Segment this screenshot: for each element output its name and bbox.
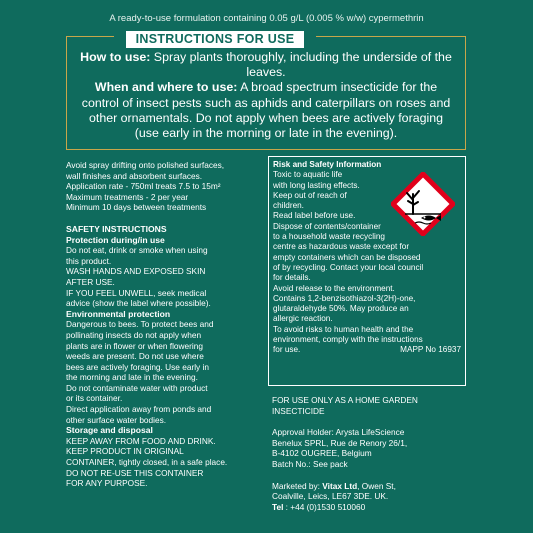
how-to-use-paragraph	[77, 50, 455, 80]
risk-line: children.	[273, 201, 304, 211]
telephone-line	[272, 502, 472, 513]
env-line: Dangerous to bees. To protect bees and	[66, 319, 214, 330]
risk-line: To avoid risks to human health and the	[273, 324, 414, 334]
right-lower-block	[272, 395, 472, 512]
when-where-label: When and where to use:	[94, 80, 238, 95]
risk-line: Avoid release to the environment.	[273, 283, 395, 293]
storage-line: KEEP PRODUCT IN ORIGINAL	[66, 446, 184, 457]
marketed-suffix: , Owen St,	[357, 480, 396, 491]
env-line: the morning and late in the evening.	[66, 372, 198, 383]
risk-line: glutaraldehyde 50%. May produce an	[273, 304, 409, 314]
home-use-line: FOR USE ONLY AS A HOME GARDEN	[272, 395, 418, 405]
protection-line: this product.	[66, 255, 112, 266]
env-line: Do not contaminate water with product	[66, 382, 208, 393]
risk-line: to a household waste recycling	[273, 232, 385, 242]
env-line: plants are in flower or when flowering	[66, 340, 203, 351]
marketed-company: Vitax Ltd	[322, 480, 358, 491]
approval-line: B-4102 OUGREE, Belgium	[272, 448, 372, 459]
how-to-use-text: Spray plants thoroughly, including the underside of the leaves.	[150, 50, 452, 80]
env-line: pollinating insects do not apply when	[66, 329, 202, 340]
approval-line: Benelux SPRL, Rue de Renory 26/1,	[272, 437, 408, 448]
instructions-title	[114, 31, 316, 48]
instructions-title-text: INSTRUCTIONS FOR USE	[126, 31, 305, 48]
risk-line: for details.	[273, 273, 311, 283]
protection-line: IF YOU FEEL UNWELL, seek medical	[66, 287, 207, 298]
approval-line: Approval Holder: Arysta LifeScience	[272, 427, 405, 438]
risk-line: with long lasting effects.	[273, 180, 360, 190]
storage-title: Storage and disposal	[66, 425, 153, 436]
protection-title: Protection during/in use	[66, 234, 165, 245]
risk-last-line	[273, 345, 461, 355]
when-where-paragraph	[77, 80, 455, 141]
risk-line: Read label before use.	[273, 211, 356, 221]
formulation-note: A ready-to-use formulation containing 0.05 g/L (0.005 % w/w) cypermethrin	[109, 13, 424, 24]
instructions-box	[66, 36, 466, 150]
env-line: bees are actively foraging. Use early in	[66, 361, 209, 372]
env-line: Direct application away from ponds and	[66, 404, 212, 415]
risk-title: Risk and Safety Information	[273, 160, 382, 169]
home-use-line: INSECTICIDE	[272, 405, 325, 416]
protection-line: AFTER USE.	[66, 276, 115, 287]
risk-line: Contains 1,2-benzisothiazol-3(2H)-one,	[273, 293, 416, 303]
risk-line: empty containers which can be disposed	[273, 252, 421, 262]
storage-line: CONTAINER, tightly closed, in a safe place.	[66, 457, 228, 468]
risk-last-text: for use.	[273, 345, 301, 355]
protection-line: Do not eat, drink or smoke when using	[66, 245, 208, 256]
risk-line: environment, comply with the instructions	[273, 335, 423, 345]
intro-line: Avoid spray drifting onto polished surfaces,	[66, 160, 225, 170]
when-where-text: A broad spectrum insecticide for the control of insect pests such as aphids and caterpillars on roses and other ornamentals. Do not apply when bees are actively foraging (use early in the morning or late in the evening).	[81, 80, 451, 141]
protection-line: WASH HANDS AND EXPOSED SKIN	[66, 266, 206, 277]
environment-hazard-icon	[391, 172, 455, 236]
tel-value: : +44 (0)1530 510060	[283, 501, 366, 512]
tel-label: Tel	[272, 501, 284, 512]
left-column	[66, 160, 266, 489]
risk-safety-box	[268, 156, 466, 386]
intro-line: Maximum treatments - 2 per year	[66, 191, 189, 202]
risk-line: of by recycling. Contact your local council	[273, 262, 424, 272]
storage-line: FOR ANY PURPOSE.	[66, 478, 148, 489]
intro-line: wall finishes and absorbent surfaces.	[66, 170, 203, 181]
protection-line: advice (show the label where possible).	[66, 298, 211, 309]
marketed-prefix: Marketed by:	[272, 480, 323, 491]
risk-line: Keep out of reach of	[273, 190, 347, 200]
intro-line: Minimum 10 days between treatments	[66, 202, 207, 213]
mapp-number: MAPP No 16937	[400, 345, 461, 355]
storage-line: KEEP AWAY FROM FOOD AND DRINK.	[66, 435, 216, 446]
marketed-by-line	[272, 481, 472, 492]
storage-line: DO NOT RE-USE THIS CONTAINER	[66, 467, 204, 478]
risk-line: Toxic to aquatic life	[273, 170, 343, 180]
env-title: Environmental protection	[66, 308, 171, 319]
env-line: other surface water bodies.	[66, 414, 167, 425]
risk-line: Dispose of contents/container	[273, 221, 381, 231]
marketed-address: Coalville, Leics, LE67 3DE. UK.	[272, 491, 389, 502]
intro-line: Application rate - 750ml treats 7.5 to 15m²	[66, 181, 221, 192]
risk-line: allergic reaction.	[273, 314, 333, 324]
env-line: or its container.	[66, 393, 123, 404]
risk-line: centre as hazardous waste except for	[273, 242, 410, 252]
safety-title: SAFETY INSTRUCTIONS	[66, 223, 167, 234]
how-to-use-label: How to use:	[80, 50, 151, 64]
env-line: weeds are present. Do not use where	[66, 351, 204, 362]
approval-line: Batch No.: See pack	[272, 458, 348, 469]
